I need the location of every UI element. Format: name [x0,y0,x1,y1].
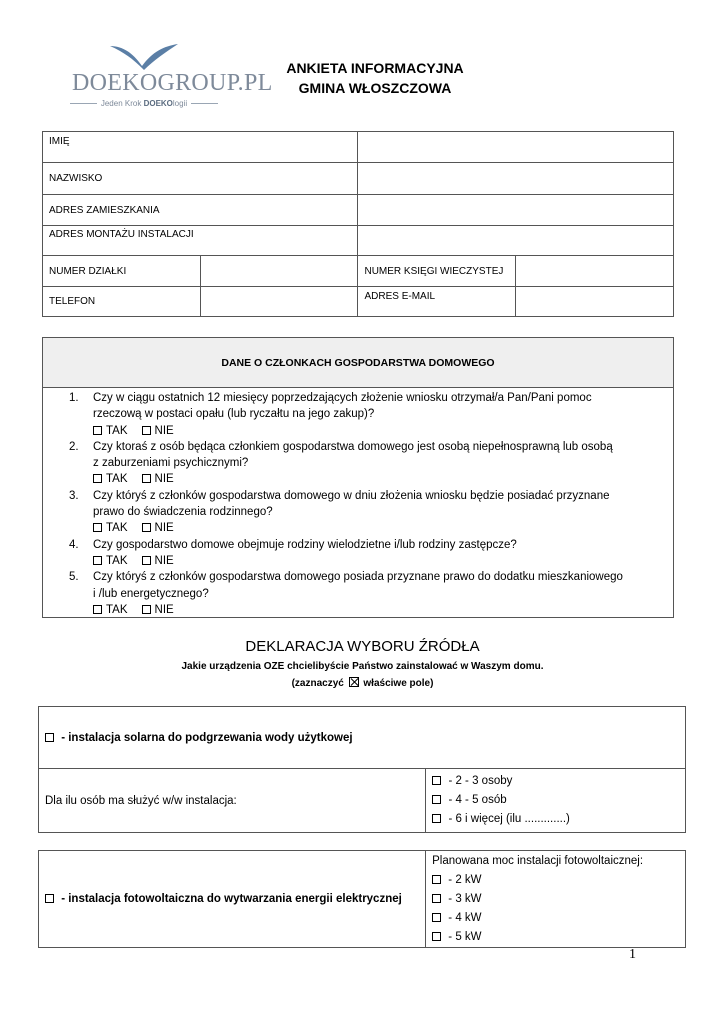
checkbox-icon[interactable] [93,605,102,614]
checkbox-icon[interactable] [432,932,441,941]
question-item: 2. Czy ktoraś z osób będąca członkiem gospodarstwa domowego jest osobą niepełnosprawną lub osobą z zaburzeniami psychicznymi? TAK NIE [69,439,673,488]
checked-box-icon [349,677,359,687]
power-option[interactable]: - 4 kW [432,909,679,928]
checkbox-icon[interactable] [432,776,441,785]
household-section [42,337,674,618]
solar-table [38,706,686,833]
checkbox-icon[interactable] [45,733,54,742]
photovoltaic-table [38,850,686,948]
declaration-title: DEKLARACJA WYBORU ŹRÓDŁA [245,638,480,655]
solar-option[interactable]: - instalacja solarna do podgrzewania wody użytkowej [39,707,686,769]
household-heading: DANE O CZŁONKACH GOSPODARSTWA DOMOWEGO [43,338,673,388]
power-option[interactable]: - 2 kW [432,871,679,890]
phone-field[interactable] [200,287,358,317]
persons-option[interactable]: - 6 i więcej (ilu .............) [432,810,679,829]
persons-option[interactable]: - 4 - 5 osób [432,791,679,810]
checkbox-icon[interactable] [93,426,102,435]
checkbox-icon[interactable] [142,474,151,483]
question-item: 1. Czy w ciągu ostatnich 12 miesięcy poprzedzających złożenie wniosku otrzymał/a Pan/Pani pomoc rzeczową w postaci opału (lub ryczałtu na jego zakup)? TAK NIE [69,390,673,439]
checkbox-icon[interactable] [432,894,441,903]
title-line-2: GMINA WŁOSZCZOWA [298,80,452,96]
question-item: 4. Czy gospodarstwo domowe obejmuje rodziny wielodzietne i/lub rodziny zastępcze? TAK NIE [69,537,673,570]
checkbox-icon[interactable] [432,875,441,884]
no-option[interactable]: NIE [142,553,174,569]
yes-option[interactable]: TAK [93,553,128,569]
declaration-subtitle: Jakie urządzenia OZE chcielibyście Państwo zainstalować w Waszym domu. (zaznaczyć właściwe pole) [181,661,544,689]
surname-field[interactable] [358,163,674,195]
checkbox-icon[interactable] [432,814,441,823]
address-label: ADRES ZAMIESZKANIA [43,195,358,226]
power-heading: Planowana moc instalacji fotowoltaicznej: [432,855,644,867]
no-option[interactable]: NIE [142,602,174,618]
household-questions [43,388,673,618]
checkbox-icon[interactable] [45,894,54,903]
wave-logo-icon [108,42,180,70]
personal-info-table [42,131,674,317]
persons-option[interactable]: - 2 - 3 osoby [432,772,679,791]
page-number: 1 [629,947,636,962]
land-register-label: NUMER KSIĘGI WIECZYSTEJ [358,256,516,287]
checkbox-icon[interactable] [93,474,102,483]
yes-option[interactable]: TAK [93,520,128,536]
title-line-1: ANKIETA INFORMACYJNA [286,60,464,76]
power-option[interactable]: - 3 kW [432,890,679,909]
install-address-label: ADRES MONTAŻU INSTALACJI [43,226,358,256]
question-item: 3. Czy któryś z członków gospodarstwa domowego w dniu złożenia wniosku będzie posiadać przyznane prawo do świadczenia rodzinnego? TAK NIE [69,488,673,537]
address-field[interactable] [358,195,674,226]
document-title [265,58,485,98]
checkbox-icon[interactable] [93,523,102,532]
company-logo [70,40,273,110]
no-option[interactable]: NIE [142,423,174,439]
name-label: IMIĘ [43,132,358,163]
land-register-field[interactable] [516,256,674,287]
surname-label: NAZWISKO [43,163,358,195]
checkbox-icon[interactable] [93,556,102,565]
name-field[interactable] [358,132,674,163]
plot-number-label: NUMER DZIAŁKI [43,256,201,287]
no-option[interactable]: NIE [142,471,174,487]
plot-number-field[interactable] [200,256,358,287]
solar-persons-question: Dla ilu osób ma służyć w/w instalacja: [39,769,426,833]
checkbox-icon[interactable] [432,913,441,922]
no-option[interactable]: NIE [142,520,174,536]
email-field[interactable] [516,287,674,317]
logo-brand-text: DOEKOGROUP.PL [72,70,273,96]
install-address-field[interactable] [358,226,674,256]
checkbox-icon[interactable] [142,605,151,614]
checkbox-icon[interactable] [142,523,151,532]
checkbox-icon[interactable] [142,556,151,565]
logo-tagline: Jeden Krok DOEKOlogii [70,99,218,108]
photovoltaic-option[interactable]: - instalacja fotowoltaiczna do wytwarzania energii elektrycznej [39,851,426,948]
power-option[interactable]: - 5 kW [432,928,679,947]
yes-option[interactable]: TAK [93,602,128,618]
phone-label: TELEFON [43,287,201,317]
yes-option[interactable]: TAK [93,471,128,487]
question-item: 5. Czy któryś z członków gospodarstwa domowego posiada przyznane prawo do dodatku mieszkaniowego i /lub energetycznego? TAK NIE [69,569,673,618]
checkbox-icon[interactable] [142,426,151,435]
yes-option[interactable]: TAK [93,423,128,439]
checkbox-icon[interactable] [432,795,441,804]
email-label: ADRES E-MAIL [358,287,516,317]
